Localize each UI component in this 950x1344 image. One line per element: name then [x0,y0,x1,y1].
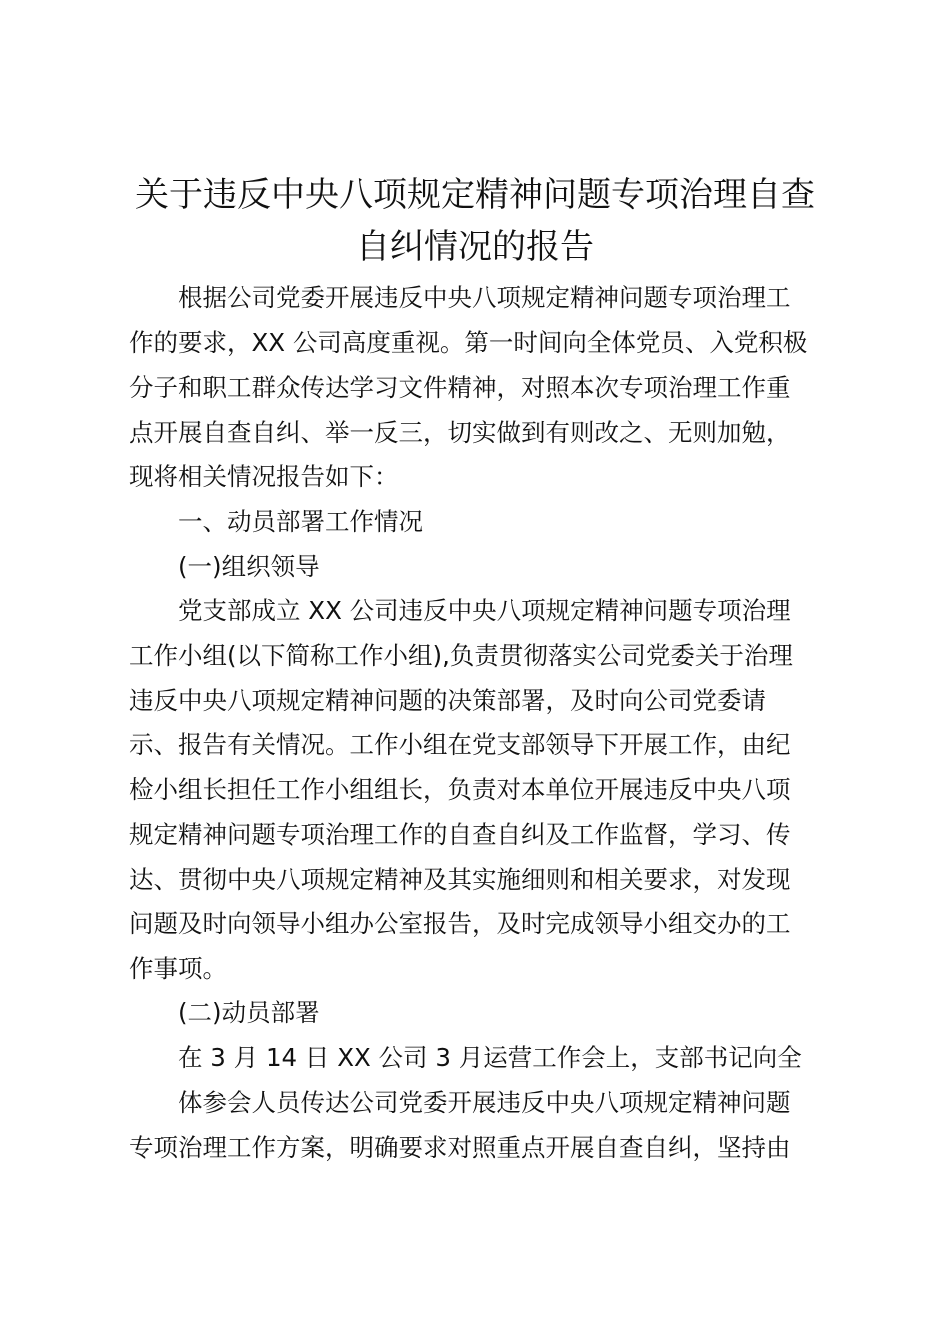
report-title-line-2: 自纠情况的报告 [356,227,594,267]
paragraph-line: 作事项。 [129,954,227,983]
paragraph-line: 工作小组(以下简称工作小组),负责贯彻落实公司党委关于治理 [129,641,793,670]
paragraph-line: 达、贯彻中央八项规定精神及其实施细则和相关要求，对发现 [129,865,791,894]
subsection-heading: (一)组织领导 [178,552,320,581]
paragraph-line: 作的要求，XX 公司高度重视。第一时间向全体党员、入党积极 [129,328,808,357]
paragraph-line: 检小组长担任工作小组组长，负责对本单位开展违反中央八项 [129,775,791,804]
paragraph-line: 点开展自查自纠、举一反三，切实做到有则改之、无则加勉， [129,418,791,447]
paragraph-line: 专项治理工作方案，明确要求对照重点开展自查自纠，坚持由 [129,1133,791,1162]
paragraph-line: 示、报告有关情况。工作小组在党支部领导下开展工作，由纪 [129,730,791,759]
paragraph-line: 分子和职工群众传达学习文件精神，对照本次专项治理工作重 [129,373,791,402]
report-title-line-1: 关于违反中央八项规定精神问题专项治理自查 [135,175,815,215]
paragraph-line: 体参会人员传达公司党委开展违反中央八项规定精神问题 [178,1088,791,1117]
paragraph-line: 现将相关情况报告如下： [129,462,399,491]
section-heading: 一、动员部署工作情况 [178,507,423,536]
paragraph-line: 在 3 月 14 日 XX 公司 3 月运营工作会上，支部书记向全 [178,1043,802,1072]
paragraph-line: 党支部成立 XX 公司违反中央八项规定精神问题专项治理 [178,596,791,625]
subsection-heading: (二)动员部署 [178,998,320,1027]
paragraph-line: 根据公司党委开展违反中央八项规定精神问题专项治理工 [178,283,791,312]
paragraph-line: 问题及时向领导小组办公室报告，及时完成领导小组交办的工 [129,909,791,938]
paragraph-line: 规定精神问题专项治理工作的自查自纠及工作监督，学习、传 [129,820,791,849]
paragraph-line: 违反中央八项规定精神问题的决策部署，及时向公司党委请 [129,686,766,715]
